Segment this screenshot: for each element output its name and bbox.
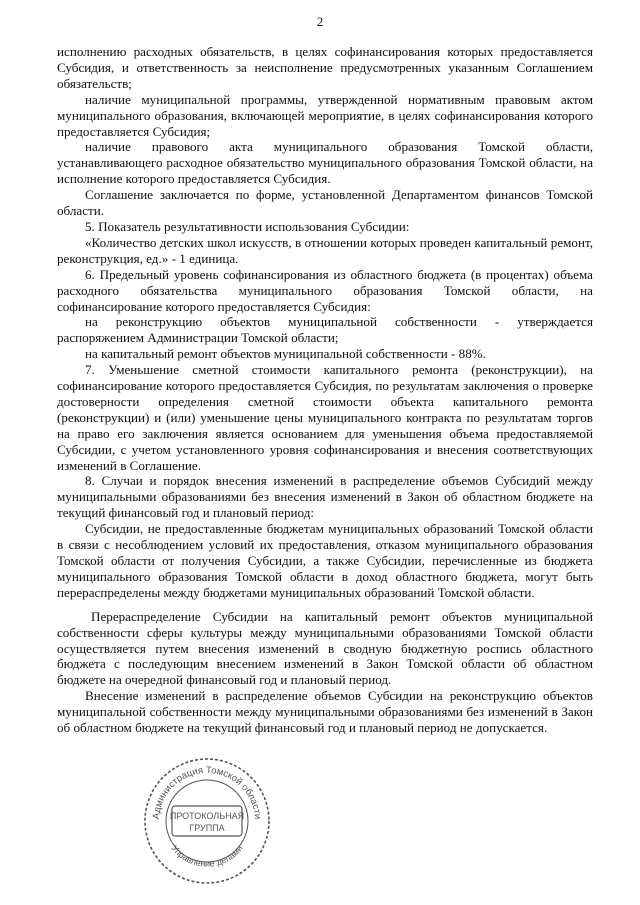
paragraph: «Количество детских школ искусств, в отношении которых проведен капитальный ремонт, реконструкция, ед.» - 1 единица. — [57, 234, 593, 266]
stamp-center-line1: ПРОТОКОЛЬНАЯ — [169, 811, 245, 821]
paragraph: Внесение изменений в распределение объемов Субсидии на реконструкцию объектов муниципальной собственности между муниципальными образованиями без изменений в Закон об областном бюджете на текущий финансовый год и плановый период не допускается. — [57, 688, 593, 736]
paragraph: 5. Показатель результативности использования Субсидии: — [85, 218, 410, 234]
paragraph: Субсидии, не предоставленные бюджетам муниципальных образований Томской области в связи с несоблюдением условий их предоставления, отказом муниципального образования Томской области от получения Субсидии, а также Субсидии, перечисленные из бюджета муниципального образования Томской области в доход областного бюджета, могут быть перераспределены между бюджетами муниципальных образований Томской области. — [57, 521, 593, 600]
page-number: 2 — [316, 14, 324, 29]
paragraph: 8. Случаи и порядок внесения изменений в распределение объемов Субсидий между муниципальными образованиями без внесения изменений в Закон об областном бюджете на текущий финансовый год и плановый период: — [57, 473, 593, 521]
paragraph: Соглашение заключается по форме, установленной Департаментом финансов Томской области. — [57, 187, 593, 219]
paragraph: на капитальный ремонт объектов муниципальной собственности - 88%. — [85, 346, 486, 362]
paragraph: Перераспределение Субсидии на капитальный ремонт объектов муниципальной собственности сферы культуры между муниципальными образованиями Томской области осуществляется путем внесения изменений в сводную бюджетную роспись областного бюджета с последующим внесением изменений в Закон Томской области об областном бюджете на очередной финансовый год и плановый период. — [57, 608, 593, 688]
paragraph: исполнению расходных обязательств, в целях софинансирования которых предоставляется Субсидия, и ответственность за неисполнение предусмотренных указанным Соглашением обязательств; — [57, 44, 593, 91]
paragraph: на реконструкцию объектов муниципальной собственности - утверждается распоряжением Администрации Томской области; — [57, 314, 593, 346]
paragraph: наличие муниципальной программы, утвержденной нормативным правовым актом муниципального образования, включающей мероприятие, в целях софинансирования которого предоставляется Субсидия; — [57, 91, 593, 139]
protocol-group-stamp — [142, 756, 272, 886]
paragraph: 6. Предельный уровень софинансирования из областного бюджета (в процентах) объема расходного обязательства муниципального образования Томской области, на софинансирование которого предоставляется Субсидия: — [57, 266, 593, 314]
stamp-outer-text: Администрация Томской области — [150, 764, 264, 820]
paragraph: 7. Уменьшение сметной стоимости капитального ремонта (реконструкции), на софинансирование которого предоставляется Субсидия, по результатам заключения о проверке достоверности определения сметной стоимости объекта капитального ремонта (реконструкции) и (или) уменьшение цены муниципального контракта по результатам торгов на право его заключения является основанием для уменьшения объема предоставляемой Субсидии, с учетом установленного уровня софинансирования и внесения соответствующих изменений в Соглашение. — [57, 362, 593, 473]
document-body — [57, 44, 593, 736]
stamp-bottom-text: Управление делами — [169, 843, 245, 869]
paragraph: наличие правового акта муниципального образования Томской области, устанавливающего расходное обязательство муниципального образования Томской области, на исполнение которого предоставляется Субсидия. — [57, 139, 593, 187]
stamp-center-line2: ГРУППА — [189, 823, 225, 833]
